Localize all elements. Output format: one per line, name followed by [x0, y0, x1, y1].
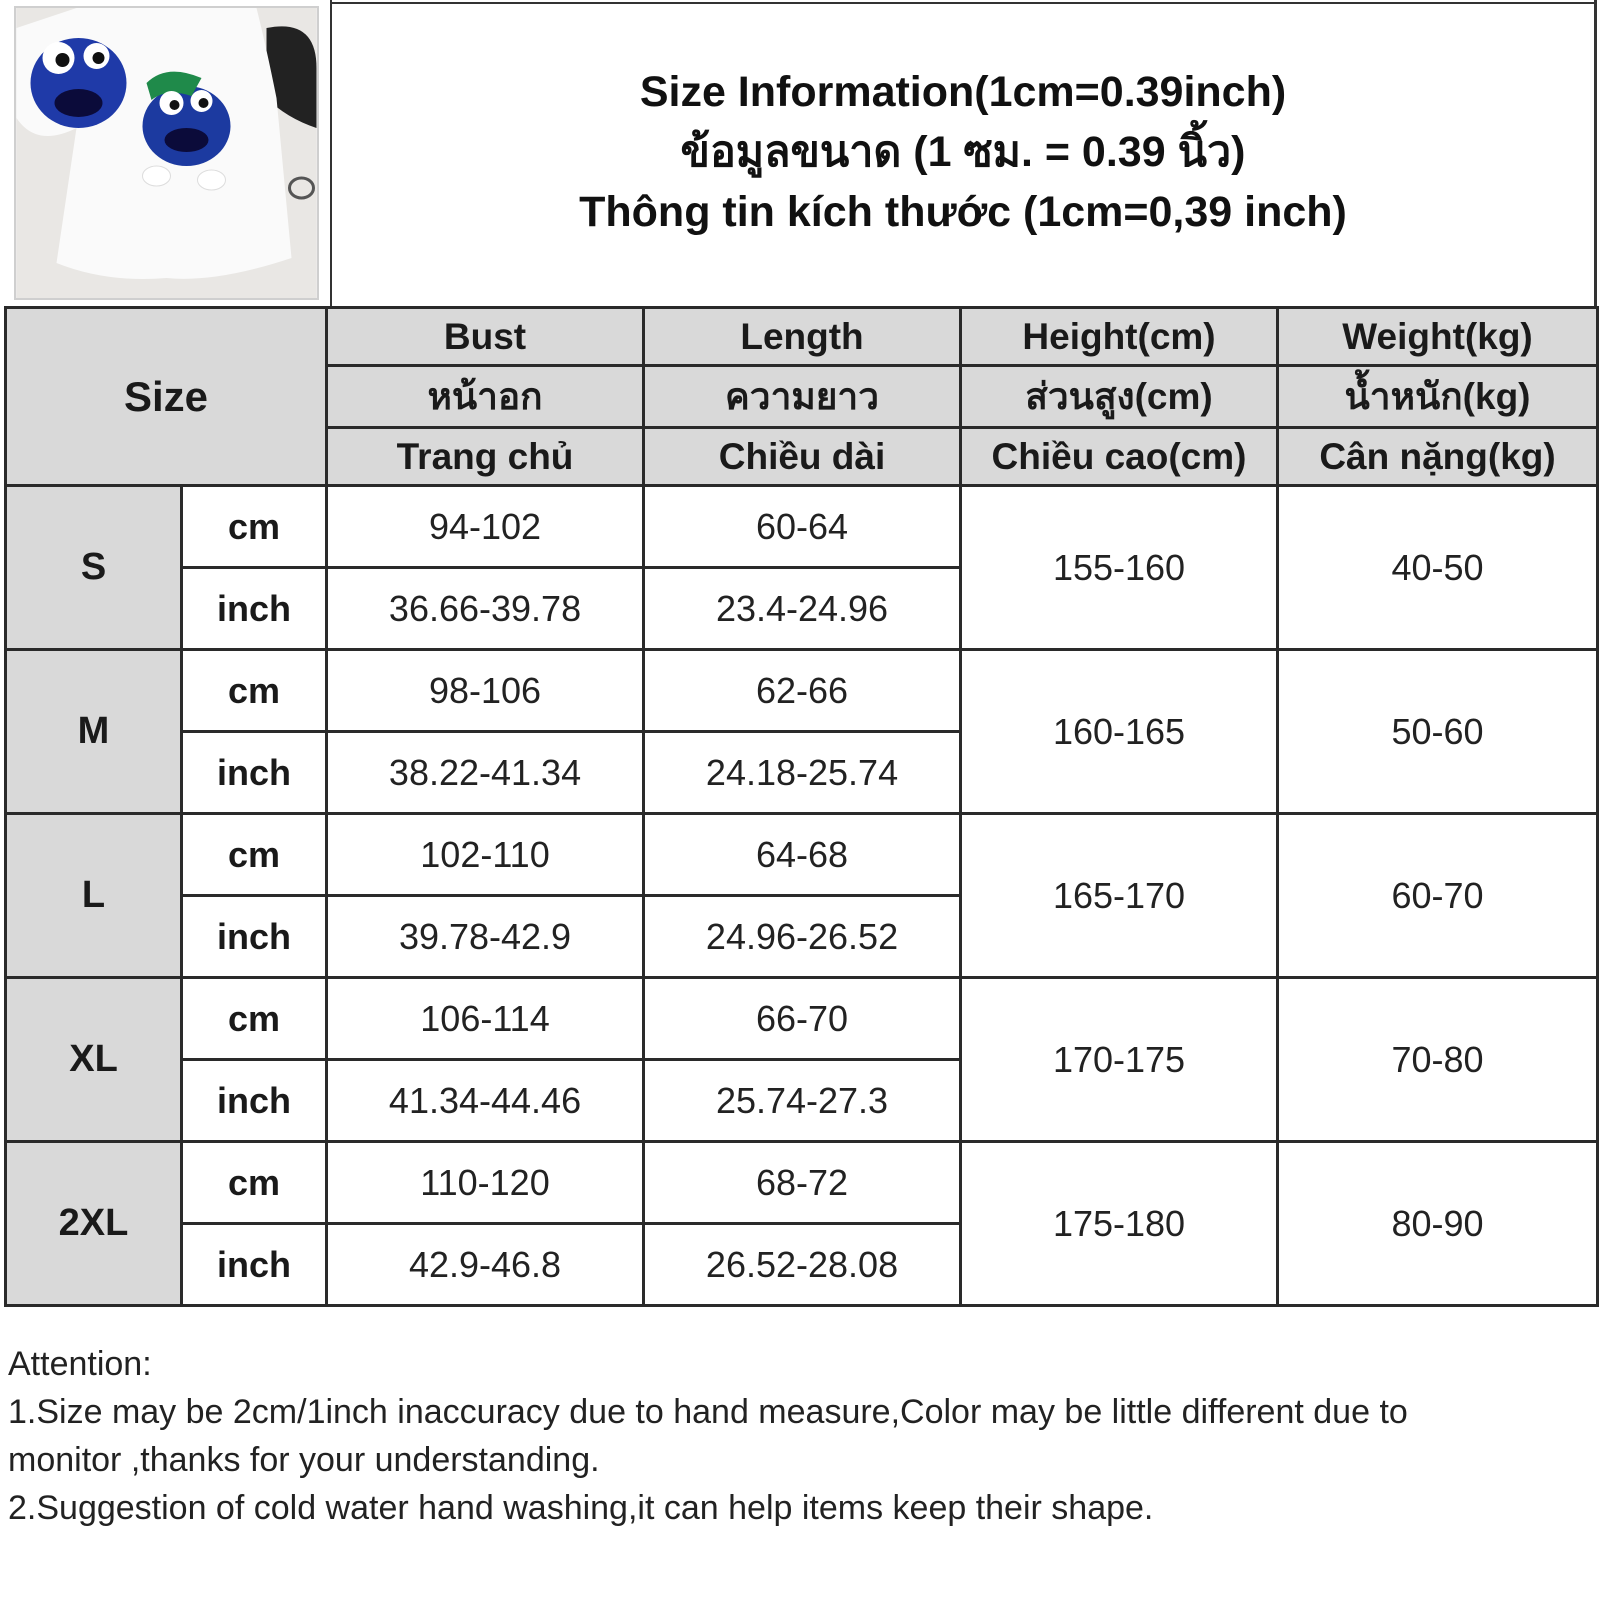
- header-weight-vi: Cân nặng(kg): [1278, 428, 1598, 486]
- unit-label: cm: [182, 978, 327, 1060]
- bust-value: 106-114: [327, 978, 644, 1060]
- size-label: 2XL: [6, 1142, 182, 1306]
- unit-label: cm: [182, 814, 327, 896]
- height-value: 160-165: [961, 650, 1278, 814]
- note-line-3: 2.Suggestion of cold water hand washing,it can help items keep their shape.: [8, 1489, 1154, 1527]
- title-block: [332, 62, 1594, 242]
- bust-value: 94-102: [327, 486, 644, 568]
- length-value: 24.18-25.74: [644, 732, 961, 814]
- header-weight-th: น้ำหนัก(kg): [1278, 366, 1598, 428]
- height-value: 165-170: [961, 814, 1278, 978]
- unit-label: cm: [182, 650, 327, 732]
- note-line-2: monitor ,thanks for your understanding.: [8, 1441, 600, 1479]
- header-row-english: [6, 308, 1598, 366]
- header-length-en: Length: [644, 308, 961, 366]
- length-value: 66-70: [644, 978, 961, 1060]
- height-value: 175-180: [961, 1142, 1278, 1306]
- notes-heading: Attention:: [8, 1345, 152, 1383]
- product-photo: [14, 6, 319, 300]
- height-value: 155-160: [961, 486, 1278, 650]
- header-length-vi: Chiều dài: [644, 428, 961, 486]
- weight-value: 70-80: [1278, 978, 1598, 1142]
- size-table: [4, 306, 1599, 1307]
- weight-value: 40-50: [1278, 486, 1598, 650]
- length-value: 23.4-24.96: [644, 568, 961, 650]
- header-area: [0, 0, 1600, 306]
- unit-label: inch: [182, 568, 327, 650]
- bust-value: 102-110: [327, 814, 644, 896]
- weight-value: 60-70: [1278, 814, 1598, 978]
- size-label: XL: [6, 978, 182, 1142]
- attention-notes: [8, 1340, 1588, 1532]
- table-row-l-cm: [6, 814, 1598, 896]
- right-border: [1594, 0, 1597, 306]
- top-border: [331, 2, 1596, 4]
- bust-value: 98-106: [327, 650, 644, 732]
- table-row-xl-cm: [6, 978, 1598, 1060]
- size-label: L: [6, 814, 182, 978]
- bust-value: 36.66-39.78: [327, 568, 644, 650]
- header-length-th: ความยาว: [644, 366, 961, 428]
- header-height-en: Height(cm): [961, 308, 1278, 366]
- unit-label: inch: [182, 1060, 327, 1142]
- table-row-2xl-cm: [6, 1142, 1598, 1224]
- title-english: Size Information(1cm=0.39inch): [639, 68, 1287, 116]
- size-column-header: Size: [6, 308, 327, 486]
- bust-value: 39.78-42.9: [327, 896, 644, 978]
- height-value: 170-175: [961, 978, 1278, 1142]
- length-value: 26.52-28.08: [644, 1224, 961, 1306]
- length-value: 64-68: [644, 814, 961, 896]
- product-image: [16, 8, 317, 298]
- length-value: 24.96-26.52: [644, 896, 961, 978]
- title-vietnamese: Thông tin kích thước (1cm=0,39 inch): [579, 188, 1347, 236]
- weight-value: 50-60: [1278, 650, 1598, 814]
- bust-value: 38.22-41.34: [327, 732, 644, 814]
- unit-label: inch: [182, 1224, 327, 1306]
- title-thai: ข้อมูลขนาด (1 ซม. = 0.39 นิ้ว): [680, 128, 1246, 176]
- table-row-s-cm: [6, 486, 1598, 568]
- header-weight-en: Weight(kg): [1278, 308, 1598, 366]
- length-value: 68-72: [644, 1142, 961, 1224]
- size-label: S: [6, 486, 182, 650]
- bust-value: 42.9-46.8: [327, 1224, 644, 1306]
- header-height-th: ส่วนสูง(cm): [961, 366, 1278, 428]
- unit-label: cm: [182, 1142, 327, 1224]
- weight-value: 80-90: [1278, 1142, 1598, 1306]
- table-row-m-cm: [6, 650, 1598, 732]
- header-bust-th: หน้าอก: [327, 366, 644, 428]
- unit-label: cm: [182, 486, 327, 568]
- bust-value: 110-120: [327, 1142, 644, 1224]
- unit-label: inch: [182, 896, 327, 978]
- note-line-1: 1.Size may be 2cm/1inch inaccuracy due to hand measure,Color may be little different due to: [8, 1393, 1408, 1431]
- header-bust-en: Bust: [327, 308, 644, 366]
- length-value: 25.74-27.3: [644, 1060, 961, 1142]
- header-bust-vi: Trang chủ: [327, 428, 644, 486]
- length-value: 60-64: [644, 486, 961, 568]
- header-height-vi: Chiều cao(cm): [961, 428, 1278, 486]
- unit-label: inch: [182, 732, 327, 814]
- size-label: M: [6, 650, 182, 814]
- bust-value: 41.34-44.46: [327, 1060, 644, 1142]
- length-value: 62-66: [644, 650, 961, 732]
